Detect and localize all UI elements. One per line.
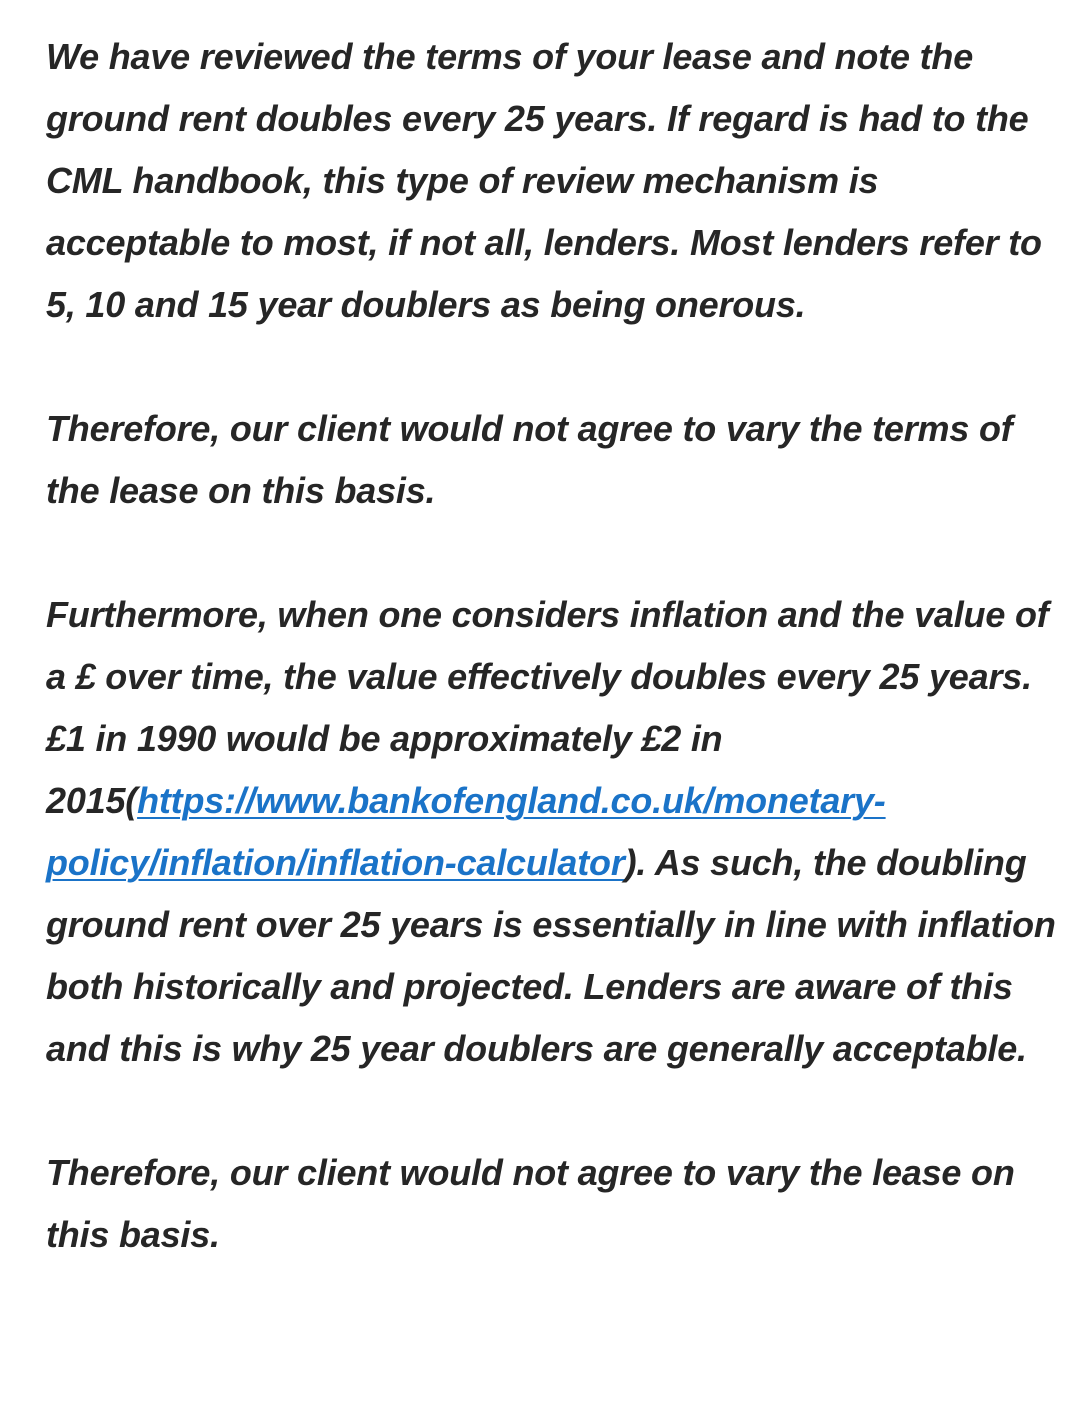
inflation-text-after-link: ). As such, the doubling ground rent over 25 years is essentially in line with inflation both historically and projected. Lenders are aware of this and this is why 25 year doublers are generally acceptable. [46,842,1056,1069]
inflation-calculator-link[interactable]: https://www.bankofengland.co.uk/monetary-policy/inflation/inflation-calculator [46,780,886,883]
paragraph-inflation [46,584,1056,1080]
inflation-text-before-link: Furthermore, when one considers inflation and the value of a £ over time, the value effectively doubles every 25 years. £1 in 1990 would be approximately £2 in 2015( [46,594,1049,821]
message-body [46,26,1056,1266]
paragraph-refusal-lease: Therefore, our client would not agree to vary the lease on this basis. [46,1152,1015,1255]
paragraph-lease-review: We have reviewed the terms of your lease and note the ground rent doubles every 25 years. If regard is had to the CML handbook, this type of review mechanism is acceptable to most, if not all, lenders. Most lenders refer to 5, 10 and 15 year doublers as being onerous. [46,36,1042,325]
paragraph-refusal-terms: Therefore, our client would not agree to vary the terms of the lease on this basis. [46,408,1013,511]
